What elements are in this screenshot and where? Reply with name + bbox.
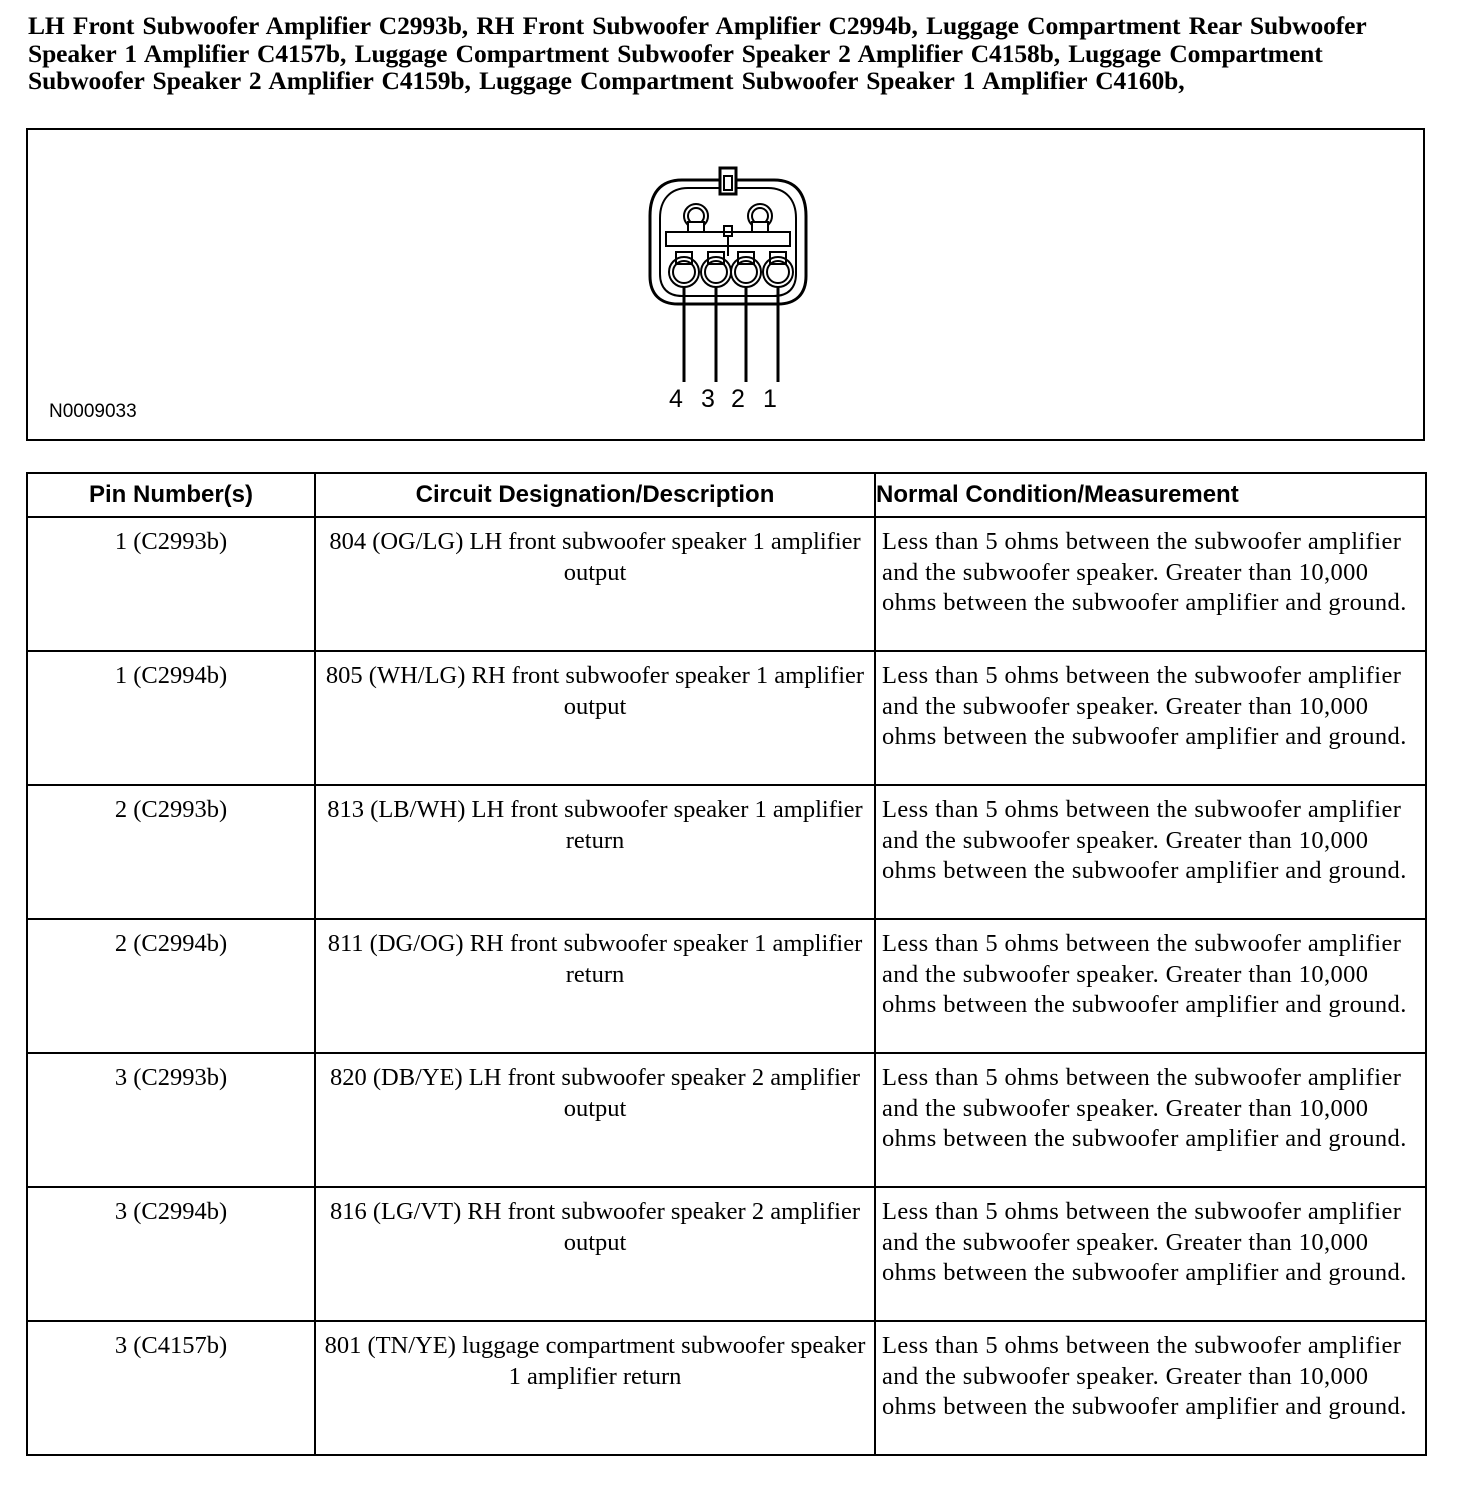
pin-cell: 1 (C2993b)	[27, 517, 315, 651]
pin-label: 3	[701, 385, 715, 413]
pinout-table	[26, 472, 1427, 1456]
table-row	[27, 651, 1426, 785]
pin-cell: 3 (C2993b)	[27, 1053, 315, 1187]
figure-id: N0009033	[49, 401, 137, 422]
document-title: LH Front Subwoofer Amplifier C2993b, RH Front Subwoofer Amplifier C2994b, Luggage Compartment Rear Subwoofer Speaker 1 Amplifier C4157b, Luggage Compartment Subwoofer Speaker 2 Amplifier C4158b, Luggage Compartment Subwoofer Speaker 2 Amplifier C4159b, Luggage Compartment Subwoofer Speaker 1 Amplifier C4160b,	[28, 11, 1367, 95]
pin-label: 4	[669, 385, 683, 413]
condition-cell: Less than 5 ohms between the subwoofer amplifier and the subwoofer speaker. Greater than 10,000 ohms between the subwoofer amplifier and ground.	[875, 1321, 1426, 1455]
condition-cell: Less than 5 ohms between the subwoofer amplifier and the subwoofer speaker. Greater than 10,000 ohms between the subwoofer amplifier and ground.	[875, 651, 1426, 785]
pin-cell: 3 (C2994b)	[27, 1187, 315, 1321]
condition-cell: Less than 5 ohms between the subwoofer amplifier and the subwoofer speaker. Greater than 10,000 ohms between the subwoofer amplifier and ground.	[875, 1187, 1426, 1321]
pin-label: 2	[731, 385, 745, 413]
table-header-row	[27, 473, 1426, 517]
table-row	[27, 785, 1426, 919]
condition-cell: Less than 5 ohms between the subwoofer amplifier and the subwoofer speaker. Greater than 10,000 ohms between the subwoofer amplifier and ground.	[875, 1053, 1426, 1187]
pin-label: 1	[763, 385, 777, 413]
column-header-condition: Normal Condition/Measurement	[875, 473, 1426, 517]
circuit-cell: 820 (DB/YE) LH front subwoofer speaker 2 amplifier output	[315, 1053, 875, 1187]
condition-cell: Less than 5 ohms between the subwoofer amplifier and the subwoofer speaker. Greater than 10,000 ohms between the subwoofer amplifier and ground.	[875, 517, 1426, 651]
pin-cell: 2 (C2994b)	[27, 919, 315, 1053]
condition-cell: Less than 5 ohms between the subwoofer amplifier and the subwoofer speaker. Greater than 10,000 ohms between the subwoofer amplifier and ground.	[875, 919, 1426, 1053]
circuit-cell: 811 (DG/OG) RH front subwoofer speaker 1 amplifier return	[315, 919, 875, 1053]
four-pin-connector-face-icon	[638, 164, 808, 414]
circuit-cell: 813 (LB/WH) LH front subwoofer speaker 1 amplifier return	[315, 785, 875, 919]
column-header-pin: Pin Number(s)	[27, 473, 315, 517]
table-row	[27, 919, 1426, 1053]
condition-cell: Less than 5 ohms between the subwoofer amplifier and the subwoofer speaker. Greater than 10,000 ohms between the subwoofer amplifier and ground.	[875, 785, 1426, 919]
column-header-circuit: Circuit Designation/Description	[315, 473, 875, 517]
circuit-cell: 801 (TN/YE) luggage compartment subwoofer speaker 1 amplifier return	[315, 1321, 875, 1455]
table-row	[27, 1321, 1426, 1455]
circuit-cell: 805 (WH/LG) RH front subwoofer speaker 1 amplifier output	[315, 651, 875, 785]
table-row	[27, 1187, 1426, 1321]
table-row	[27, 1053, 1426, 1187]
pin-cell: 3 (C4157b)	[27, 1321, 315, 1455]
pin-number-labels	[666, 385, 786, 415]
circuit-cell: 804 (OG/LG) LH front subwoofer speaker 1 amplifier output	[315, 517, 875, 651]
connector-figure	[26, 128, 1425, 441]
table-row	[27, 517, 1426, 651]
circuit-cell: 816 (LG/VT) RH front subwoofer speaker 2 amplifier output	[315, 1187, 875, 1321]
pin-cell: 2 (C2993b)	[27, 785, 315, 919]
pin-cell: 1 (C2994b)	[27, 651, 315, 785]
